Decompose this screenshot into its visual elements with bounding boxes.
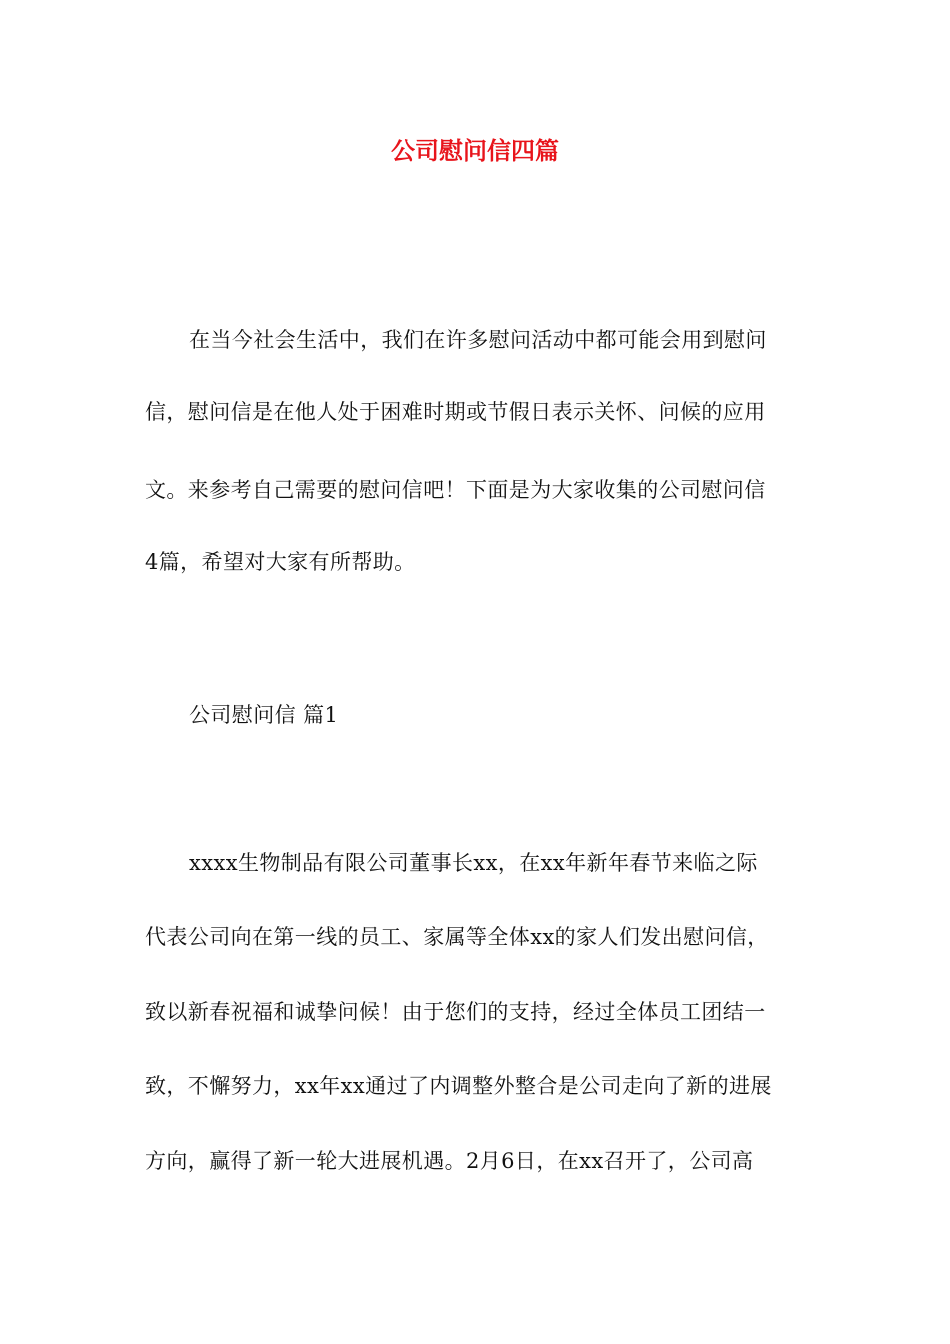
intro-line-2: 信，慰问信是在他人处于困难时期或节假日表示关怀、问候的应用: [145, 400, 766, 424]
body-line-2: 代表公司向在第一线的员工、家属等全体xx的家人们发出慰问信，: [145, 925, 769, 949]
intro-line-3: 文。来参考自己需要的慰问信吧！下面是为大家收集的公司慰问信: [145, 478, 766, 502]
body-line-4: 致，不懈努力，xx年xx通过了内调整外整合是公司走向了新的进展: [145, 1074, 772, 1098]
intro-line-1: 在当今社会生活中，我们在许多慰问活动中都可能会用到慰问: [189, 328, 767, 352]
body-line-1: xxxx生物制品有限公司董事长xx，在xx年新年春节来临之际: [189, 851, 758, 875]
intro-line-4: 4篇，希望对大家有所帮助。: [145, 550, 416, 574]
body-line-3: 致以新春祝福和诚挚问候！由于您们的支持，经过全体员工团结一: [145, 1000, 766, 1024]
body-line-5: 方向，赢得了新一轮大进展机遇。2月6日，在xx召开了，公司高: [145, 1149, 754, 1173]
section-heading: 公司慰问信 篇1: [189, 703, 339, 727]
document-title: 公司慰问信四篇: [391, 137, 559, 165]
